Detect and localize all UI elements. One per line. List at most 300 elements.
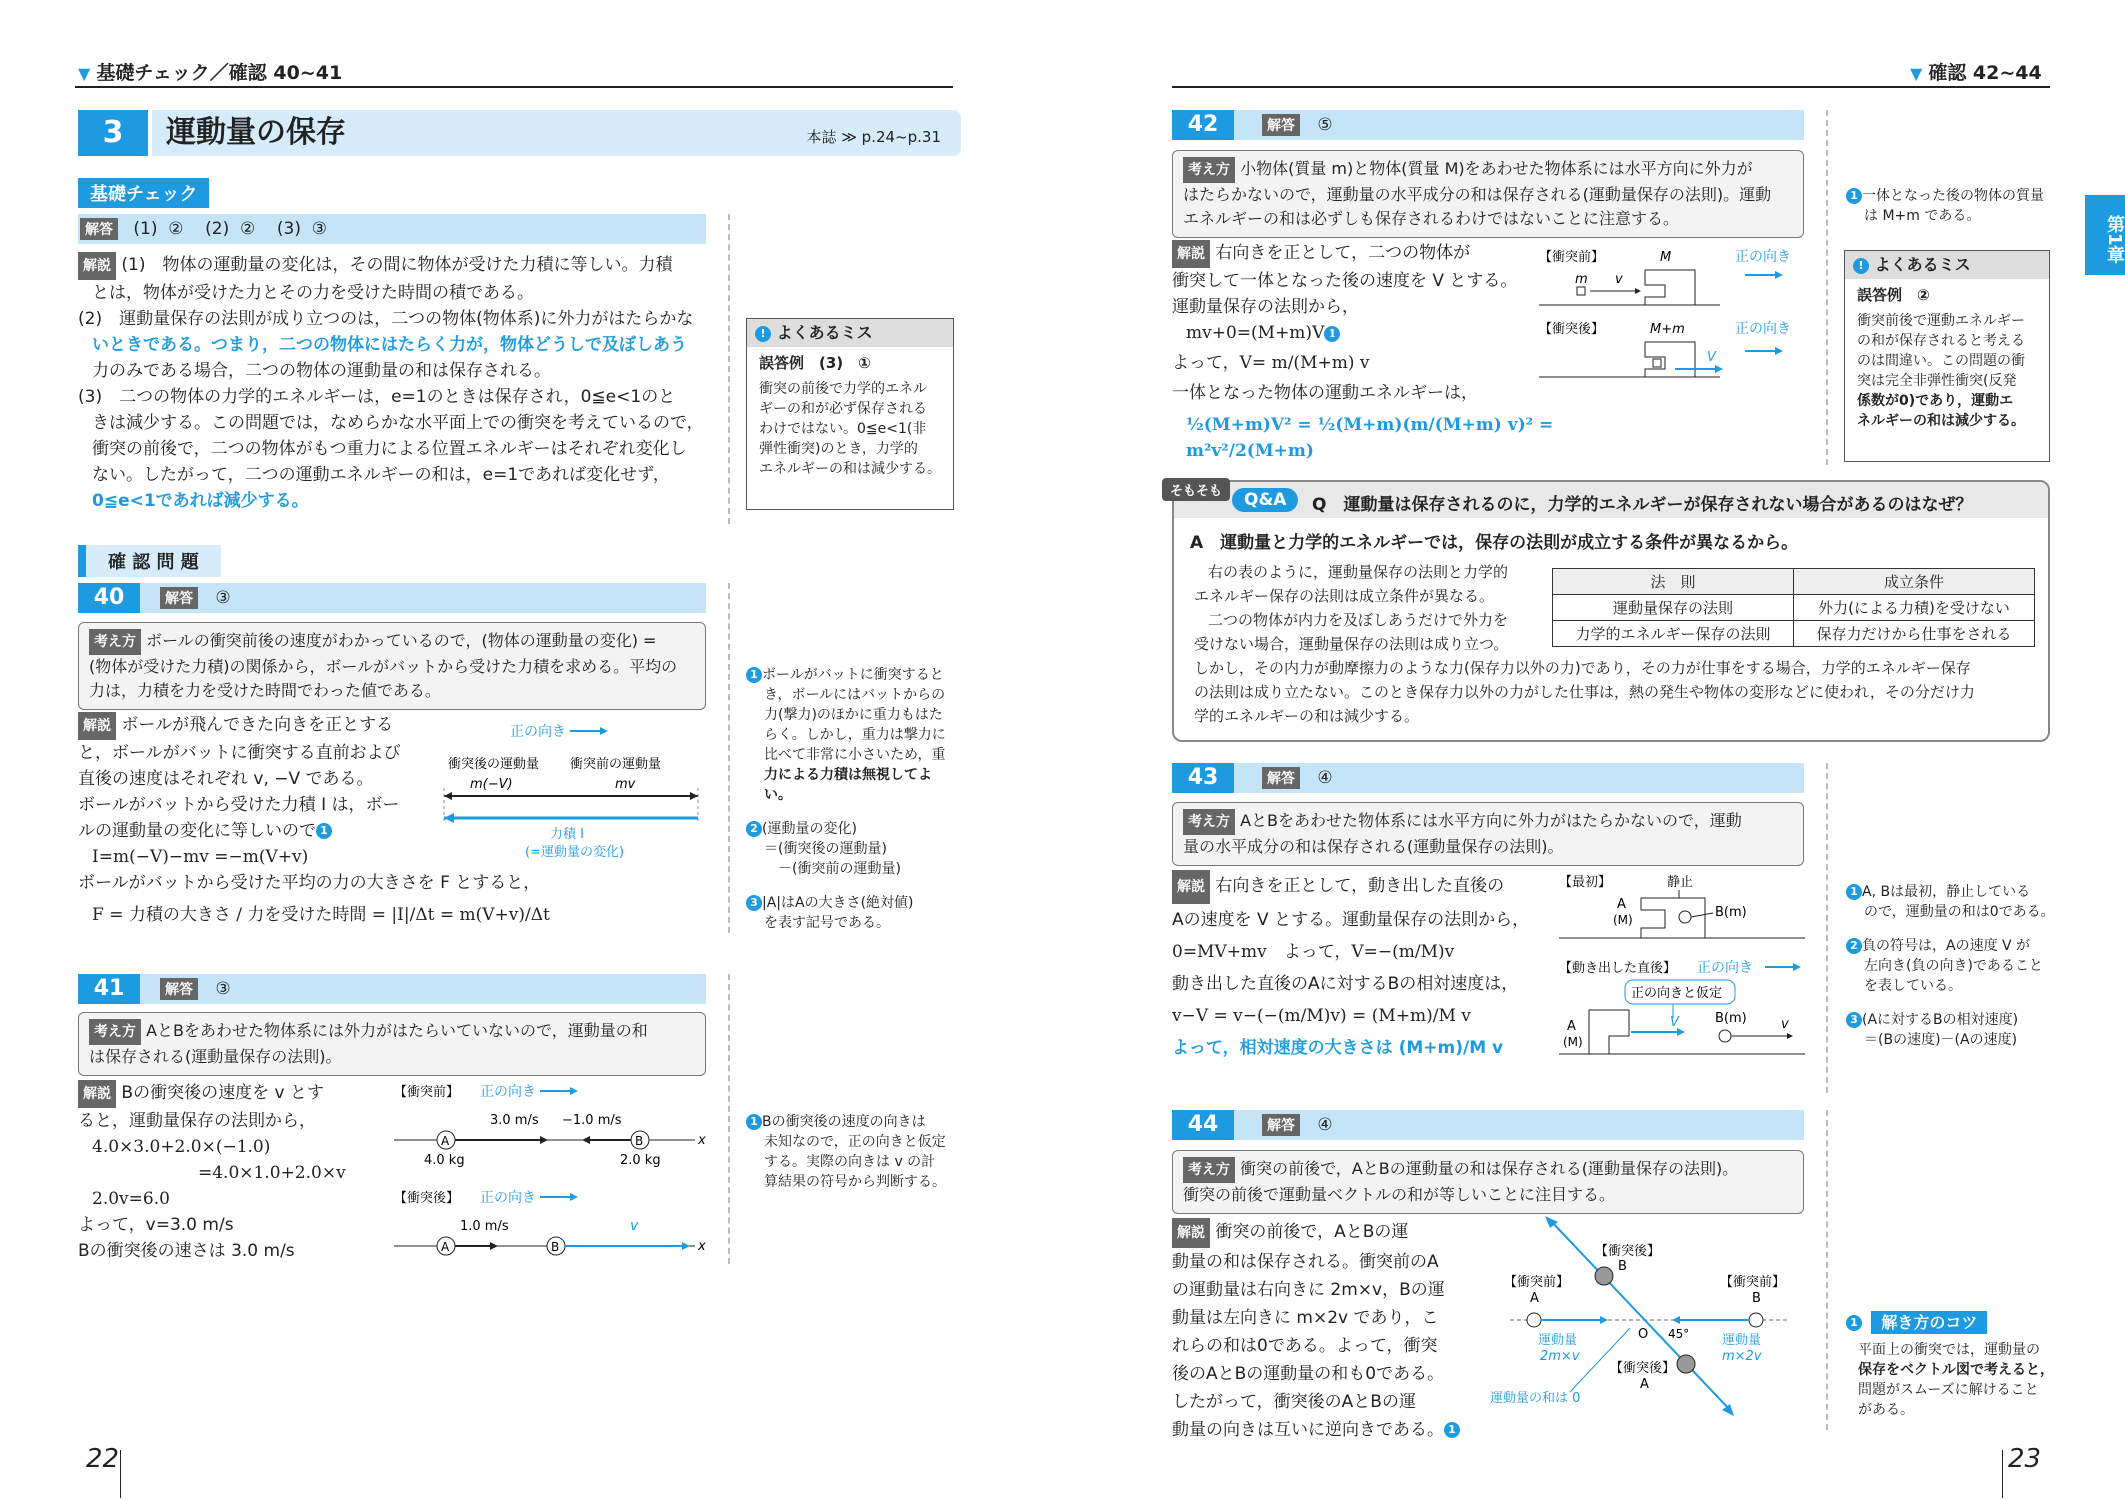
- q41-formula: 2.0v=6.0: [92, 1189, 170, 1209]
- note-marker-1: 1: [1444, 1422, 1460, 1438]
- triangle-icon: ▼: [1910, 64, 1923, 83]
- tip-text: [1858, 1340, 2058, 1420]
- tip-line: 保存をベクトル図で考えると，: [1858, 1362, 2054, 1378]
- table-cell: 外力(による力積)を受けない: [1794, 595, 2035, 621]
- ball-a-label: A: [441, 1240, 450, 1254]
- before-label: 【衝突前】: [1539, 250, 1605, 265]
- q40-approach: [78, 622, 706, 710]
- mistake-line: 弾性衝突)のとき，力学的: [759, 441, 918, 457]
- q42-formula: よって，V= m/(M+m) v: [1172, 353, 1370, 373]
- q41-line: よって，v=3.0 m/s: [78, 1215, 234, 1235]
- table-header: 法 則: [1553, 569, 1794, 595]
- kiso-line: きは減少する。この問題では，なめらかな水平面上での衝突を考えているので，: [92, 413, 704, 433]
- table-header: 成立条件: [1794, 569, 2035, 595]
- kaisetsu-tag: 解説: [78, 252, 116, 280]
- before-label: 【衝突前】: [394, 1085, 460, 1100]
- note-line: は M+m である。: [1864, 208, 1981, 224]
- note-line: ボールがバットに衝突すると: [762, 667, 944, 683]
- mistake-head: [1845, 251, 2049, 279]
- divider: [728, 974, 730, 1264]
- q43-approach: [1172, 802, 1804, 866]
- arrowhead: [444, 813, 454, 823]
- kiso-line: ない。したがって，二つの運動エネルギーの和は，e=1であれば変化せず，: [92, 465, 670, 485]
- assume-label: 正の向きと仮定: [1631, 986, 1723, 1001]
- divider: [1826, 1110, 1828, 1430]
- mistake-line: のは間違い。この問題の衝: [1857, 353, 2025, 369]
- q41-line: Bの衝突後の速度を v とす: [121, 1083, 324, 1103]
- start-label: 【最初】: [1559, 875, 1612, 890]
- approach-line: は保存される(運動量保存の法則)。: [89, 1047, 342, 1066]
- direction-label: 正の向き: [510, 724, 566, 740]
- mistake-text: [747, 379, 953, 479]
- page-number-left: 22: [86, 1444, 120, 1474]
- impulse-note: (=運動量の変化): [525, 845, 625, 860]
- before-label: 【衝突前】: [1504, 1275, 1570, 1290]
- qa-line: の法則は成り立たない。このとき保存力以外の力がした仕事は，熱の発生や物体の変形などに使われ，その分だけ力: [1194, 683, 1975, 701]
- block-a-mass: (M): [1613, 913, 1633, 927]
- note-line: らく。しかし，重力は撃力に: [764, 727, 946, 743]
- velocity-V: V: [1670, 1015, 1679, 1030]
- kangaekata-tag: 考え方: [1183, 809, 1235, 835]
- q40-line: ボールがバットから受けた平均の力の大きさを F とすると，: [78, 873, 541, 893]
- q41-collision-diagram: [390, 1080, 710, 1260]
- before-label: 衝突前の運動量: [570, 757, 662, 772]
- ball-a-label: A: [1640, 1377, 1649, 1392]
- mistake-line: エネルギーの和は減少する。: [759, 461, 941, 477]
- mass-M: M: [1660, 250, 1672, 265]
- arrowhead: [1635, 288, 1641, 294]
- impulse-label: 力積 I: [550, 827, 584, 842]
- q42-line: 一体となった物体の運動エネルギーは，: [1172, 383, 1478, 403]
- q43-diagram: [1555, 868, 1815, 1078]
- qa-line: エネルギー保存の法則は成立条件が異なる。: [1194, 587, 1495, 605]
- kiso-line: 衝突の前後で，二つの物体がもつ重力による位置エネルギーはそれぞれ変化し: [92, 439, 687, 459]
- q41-answer-value: ③: [215, 979, 231, 999]
- arrowhead: [1722, 1404, 1734, 1416]
- arrowhead: [1775, 271, 1783, 279]
- q43-formula: 0=MV+mv よって，V=−(m/M)v: [1172, 942, 1455, 962]
- note-line: ので，運動量の和は0である。: [1864, 904, 2055, 920]
- mistake-line: ギーの和が必ず保存される: [759, 401, 927, 417]
- q41-formula: =4.0×1.0+2.0×v: [198, 1163, 346, 1183]
- mistake-title: よくあるミス: [1874, 255, 1971, 274]
- ball-b-label: B: [635, 1134, 644, 1148]
- approach-line: 量の水平成分の和は保存される(運動量保存の法則)。: [1183, 837, 1564, 856]
- q42-line: 運動量保存の法則から，: [1172, 297, 1359, 317]
- arrowhead: [1775, 347, 1783, 355]
- arrowhead: [570, 1087, 578, 1095]
- q41-side-note: [746, 1112, 956, 1192]
- note-line: を表す記号である。: [764, 915, 890, 931]
- block-a: [1589, 1010, 1629, 1054]
- q43-side-notes: [1846, 882, 2056, 1050]
- momentum-b-value: m×2v: [1722, 1349, 1762, 1364]
- tip-label: [1846, 1310, 1987, 1333]
- after-label: 【衝突後】: [1539, 322, 1605, 337]
- approach-line: ボールの衝突前後の速度がわかっているので，(物体の運動量の変化) =: [146, 631, 657, 650]
- arrowhead: [570, 1193, 578, 1201]
- kangaekata-tag: 考え方: [89, 629, 141, 655]
- momentum-a-label: 運動量: [1538, 1333, 1578, 1348]
- direction-label: 正の向き: [1735, 249, 1791, 265]
- x-label: x: [698, 1133, 706, 1148]
- q43-answer: [1262, 767, 1333, 789]
- page-rule: [2002, 1450, 2003, 1498]
- section-ref: 本誌 ≫ p.24~p.31: [806, 128, 941, 146]
- arrowhead: [600, 727, 608, 735]
- table-cell: 力学的エネルギー保存の法則: [1553, 621, 1794, 647]
- q43-answer-value: ④: [1317, 768, 1333, 788]
- qa-line: 二つの物体が内力を及ぼしあうだけで外力を: [1208, 611, 1509, 629]
- kiso-answer: [80, 218, 327, 240]
- ball-b-label: B(m): [1715, 905, 1747, 920]
- direction-label: 正の向き: [1735, 321, 1791, 337]
- mistake-line: の和が保存されると考える: [1857, 333, 2025, 349]
- q42-formula: ½(M+m)V² = ½(M+m)(m/(M+m) v)² = m²v²/2(M+m): [1186, 415, 1554, 461]
- answer-tag: 解答: [1262, 767, 1300, 789]
- note-number-1: 1: [1846, 188, 1862, 204]
- q40-number: 40: [78, 583, 140, 613]
- ball-a-before: [1527, 1313, 1541, 1327]
- q41-approach: [78, 1012, 706, 1076]
- divider: [1826, 110, 1828, 465]
- q44-line: 動量の向きは互いに逆向きである。: [1172, 1420, 1444, 1440]
- answer-tag: 解答: [80, 218, 118, 240]
- right-page-header: [1910, 58, 2042, 85]
- note-line: 未知なので，正の向きと仮定: [764, 1134, 946, 1150]
- kangaekata-tag: 考え方: [89, 1019, 141, 1045]
- q44-line: したがって，衝突後のAとBの運: [1172, 1392, 1416, 1412]
- kiso-explanation: [78, 252, 718, 514]
- momentum-b-label: 運動量: [1722, 1333, 1762, 1348]
- answer-tag: 解答: [160, 978, 198, 1000]
- approach-line: AとBをあわせた物体系には外力がはたらいていないので，運動量の和: [146, 1021, 648, 1040]
- triangle-icon: ▼: [78, 64, 91, 83]
- arrowhead: [582, 1136, 590, 1144]
- ball-b: [1719, 1030, 1731, 1042]
- arrowhead: [682, 1242, 690, 1250]
- qa-line: 学的エネルギーの和は減少する。: [1194, 707, 1420, 725]
- tip-line: がある。: [1858, 1402, 1914, 1418]
- kiso-line: とは，物体が受けた力とその力を受けた時間の積である。: [92, 283, 534, 303]
- kiso-line: 力のみである場合，二つの物体の運動量の和は保存される。: [92, 361, 551, 381]
- q44-vector-diagram: [1490, 1210, 1810, 1430]
- note-number-1: 1: [1846, 884, 1862, 900]
- answer-tag: 解答: [160, 587, 198, 609]
- note-number-1: 1: [746, 667, 762, 683]
- mass-m: m: [1575, 272, 1588, 287]
- kakunin-label: 確 認 問 題: [78, 545, 221, 577]
- note-line: ＝(衝突後の運動量): [764, 841, 887, 857]
- kaisetsu-tag: 解説: [1172, 240, 1210, 268]
- exclamation-icon: !: [755, 326, 771, 342]
- q43-line: よって，相対速度の大きさは (M+m)/M v: [1172, 1038, 1504, 1058]
- block-M: [1645, 270, 1695, 305]
- q44-line: の運動量は右向きに 2m×v，Bの運: [1172, 1280, 1445, 1300]
- divider: [728, 214, 730, 524]
- kangaekata-tag: 考え方: [1183, 157, 1235, 183]
- q41-number: 41: [78, 974, 140, 1004]
- note-line: 左向き(負の向き)であること: [1864, 958, 2043, 974]
- q43-explanation: [1172, 870, 1562, 1064]
- q40-momentum-diagram: [440, 720, 710, 870]
- answer-tag: 解答: [1262, 114, 1300, 136]
- q44-line: 動量は左向きに m×2v であり，こ: [1172, 1308, 1439, 1328]
- approach-line: (物体が受けた力積)の関係から，ボールがバットから受けた力積を求める。平均の: [89, 657, 678, 676]
- q44-line: 衝突の前後で，AとBの運: [1215, 1222, 1409, 1242]
- block-a-label: A: [1567, 1019, 1576, 1034]
- note-line: 力による力積は無視してよい。: [764, 767, 932, 803]
- x-label: x: [698, 1239, 706, 1254]
- qa-body: [1194, 560, 1564, 656]
- note-line: A, Bは最初，静止している: [1862, 884, 2031, 900]
- q44-explanation: [1172, 1218, 1472, 1444]
- arrowhead: [1600, 1316, 1608, 1324]
- note-line: 負の符号は，Aの速度 V が: [1862, 938, 2031, 954]
- mass-b: 2.0 kg: [620, 1153, 661, 1168]
- after-label: 【衝突後】: [1610, 1361, 1676, 1376]
- kaisetsu-tag: 解説: [1172, 1218, 1210, 1248]
- q43-formula: v−V = v−(−(m/M)v) = (M+m)/M v: [1172, 1006, 1471, 1026]
- page-rule: [120, 1450, 121, 1498]
- note-line: 比べて非常に小さいため，重: [764, 747, 946, 763]
- q44-approach: [1172, 1150, 1804, 1214]
- q42-formula: mv+0=(M+m)V: [1186, 323, 1325, 343]
- ball-b-label: B: [551, 1240, 560, 1254]
- kaisetsu-tag: 解説: [1172, 870, 1210, 904]
- approach-line: AとBをあわせた物体系には水平方向に外力がはたらかないので，運動: [1240, 811, 1742, 830]
- note-line: (Aに対するBの相対速度): [1862, 1012, 2019, 1028]
- approach-line: 力は，力積を力を受けた時間でわった値である。: [89, 681, 441, 700]
- q43-line: 動き出した直後のAに対するBの相対速度は，: [1172, 974, 1519, 994]
- q44-line: 動量の和は保存される。衝突前のA: [1172, 1252, 1439, 1272]
- block-a-label: A: [1617, 897, 1626, 912]
- note-number-1: 1: [746, 1114, 762, 1130]
- tip-title: 解き方のコツ: [1871, 1311, 1987, 1334]
- ball-a-label: A: [441, 1134, 450, 1148]
- kiso-answer-values: (1) ② (2) ② (3) ③: [133, 219, 328, 239]
- q40-side-notes: [746, 665, 956, 933]
- qa-body-2: [1194, 656, 2044, 728]
- velocity-V: V: [1707, 350, 1716, 365]
- q44-line: れらの和は0である。よって，衝突: [1172, 1336, 1438, 1356]
- kiso-line: (3) 二つの物体の力学的エネルギーは，e=1のときは保存され，0≦e<1のと: [78, 387, 676, 407]
- sum-label: 運動量の和は 0: [1490, 1391, 1581, 1406]
- ball-a-label: A: [1530, 1291, 1539, 1306]
- direction-label: 正の向き: [480, 1084, 536, 1100]
- after-label: 【衝突後】: [1595, 1244, 1661, 1259]
- note-marker-1: 1: [316, 823, 332, 839]
- q41-answer: [160, 978, 231, 1000]
- right-header-rule: [1172, 86, 2050, 88]
- note-line: 一体となった後の物体の質量: [1862, 188, 2044, 204]
- velocity-b2: v: [630, 1218, 639, 1234]
- mistake-line: 衝突前後で運動エネルギー: [1857, 313, 2025, 329]
- arrowhead: [540, 1136, 548, 1144]
- after-label: 衝突後の運動量: [448, 757, 540, 772]
- q42-number: 42: [1172, 110, 1234, 140]
- note-line: (運動量の変化): [762, 821, 857, 837]
- arrowhead: [690, 792, 698, 800]
- common-mistake-box: [746, 318, 954, 510]
- velocity-a2: 1.0 m/s: [460, 1219, 509, 1234]
- q40-answer-value: ③: [215, 588, 231, 608]
- velocity-b: −1.0 m/s: [562, 1113, 622, 1128]
- q40-line: と，ボールがバットに衝突する直前および: [78, 743, 401, 763]
- section-title-text: 運動量の保存: [166, 115, 346, 150]
- rest-label: 静止: [1667, 875, 1694, 890]
- note-line: ＝(Bの速度)－(Aの速度): [1864, 1032, 2018, 1048]
- before-label: 【衝突前】: [1720, 1275, 1786, 1290]
- kiso-line: (1) 物体の運動量の変化は，その間に物体が受けた力積に等しい。力積: [121, 255, 673, 275]
- ball-b-before: [1749, 1313, 1763, 1327]
- mistake-line: ネルギーの和は減少する。: [1857, 413, 2025, 429]
- note-line: き，ボールにはバットからの: [764, 687, 946, 703]
- q40-formula: I=m(−V)−mv =−m(V+v): [92, 847, 309, 867]
- left-header-text: 基礎チェック／確認 40~41: [96, 62, 343, 84]
- moving-label: 【動き出した直後】: [1559, 961, 1677, 976]
- block-a: [1641, 898, 1705, 938]
- q41-line: ると，運動量保存の法則から，: [78, 1111, 316, 1131]
- note-line: －(衝突前の運動量): [764, 861, 901, 877]
- mistake-line: わけではない。0≦e<1(非: [759, 421, 927, 437]
- note-line: を表している。: [1864, 978, 1962, 994]
- right-header-text: 確認 42~44: [1928, 62, 2042, 84]
- arrowhead: [444, 792, 452, 800]
- note-line: |A|はAの大きさ(絶対値): [762, 895, 914, 911]
- q42-side-note: [1846, 186, 2056, 226]
- mistake-line: 係数が0)であり，運動エ: [1857, 393, 2014, 409]
- note-number-2: 2: [746, 821, 762, 837]
- velocity-v: v: [1615, 272, 1623, 287]
- note-line: する。実際の向きは v の計: [764, 1154, 936, 1170]
- ball-b-after: [1595, 1267, 1613, 1285]
- mistake-example: 誤答例 (3) ①: [759, 354, 871, 372]
- table-cell: 運動量保存の法則: [1553, 595, 1794, 621]
- q41-explanation: [78, 1080, 378, 1264]
- arrowhead: [490, 1242, 498, 1250]
- kaisetsu-tag: 解説: [78, 712, 116, 740]
- ball-b: [1679, 911, 1691, 923]
- qa-line: 右の表のように，運動量保存の法則と力学的: [1208, 563, 1509, 581]
- block-a-mass: (M): [1563, 1035, 1583, 1049]
- chapter-tab-text: 第1章: [2104, 214, 2125, 264]
- arrowhead: [1715, 365, 1723, 373]
- kaisetsu-tag: 解説: [78, 1080, 116, 1108]
- q41-formula: 4.0×3.0+2.0×(−1.0): [92, 1137, 271, 1157]
- note-line: 算結果の符号から判断する。: [764, 1174, 946, 1190]
- left-page-header: [78, 58, 342, 85]
- note-number-3: 3: [1846, 1012, 1862, 1028]
- q42-answer: [1262, 114, 1333, 136]
- angle-label: 45°: [1668, 1327, 1690, 1341]
- q40-answer: [160, 587, 231, 609]
- velocity-a: 3.0 m/s: [490, 1113, 539, 1128]
- approach-line: はたらかないので，運動量の水平成分の和は保存される(運動量保存の法則)。運動: [1183, 185, 1772, 204]
- ball-b-label: B: [1618, 1259, 1627, 1274]
- table-cell: 保存力だけから仕事をされる: [1794, 621, 2035, 647]
- mass-Mm: M+m: [1650, 322, 1685, 337]
- approach-line: 衝突の前後で運動量ベクトルの和が等しいことに注目する。: [1183, 1185, 1616, 1204]
- kiso-line: いときである。つまり，二つの物体にはたらく力が，物体どうしで及ぼしあう: [92, 335, 687, 355]
- kiso-check-label: 基礎チェック: [78, 178, 209, 208]
- qa-answer: A 運動量と力学的エネルギーでは，保存の法則が成立する条件が異なるから。: [1190, 533, 1799, 553]
- q40-line: ボールがバットから受けた力積 I は，ボー: [78, 795, 400, 815]
- q42-collision-diagram: [1535, 245, 1815, 405]
- mistake-example: 誤答例 ②: [1857, 286, 1930, 304]
- tip-line: 問題がスムーズに解けること: [1858, 1382, 2039, 1398]
- exclamation-icon: !: [1853, 258, 1869, 274]
- section-title: [152, 110, 961, 156]
- approach-line: エネルギーの和は必ずしも保存されるわけではないことに注意する。: [1183, 209, 1680, 228]
- q41-line: Bの衝突後の速さは 3.0 m/s: [78, 1241, 295, 1261]
- q44-number: 44: [1172, 1110, 1234, 1140]
- q40-line: 直後の速度はそれぞれ v, −V である。: [78, 769, 374, 789]
- note-marker-1: 1: [1324, 326, 1340, 342]
- after-label: 【衝突後】: [394, 1191, 460, 1206]
- chapter-tab: [2085, 195, 2125, 275]
- qa-line: 受けない場合，運動量保存の法則は成り立つ。: [1194, 635, 1509, 653]
- note-number-2: 2: [1846, 938, 1862, 954]
- approach-line: 小物体(質量 m)と物体(質量 M)をあわせた物体系には水平方向に外力が: [1240, 159, 1753, 178]
- q42-approach: [1172, 150, 1804, 238]
- qa-line: しかし，その内力が動摩擦力のような力(保存力以外の力)であり，その力が仕事をする場合，力学的エネルギー保存: [1194, 659, 1971, 677]
- mistake-line: 衝突の前後で力学的エネル: [759, 381, 927, 397]
- mistake-title: よくあるミス: [776, 323, 873, 342]
- left-header-rule: [75, 86, 953, 88]
- q44-answer-value: ④: [1317, 1115, 1333, 1135]
- q40-line: ボールが飛んできた向きを正とする: [121, 715, 394, 735]
- qa-table: [1552, 568, 2035, 647]
- kiso-line: (2) 運動量保存の法則が成り立つのは，二つの物体(物体系)に外力がはたらかな: [78, 309, 694, 329]
- q42-line: 衝突して一体となった後の速度を V とする。: [1172, 271, 1518, 291]
- arrowhead: [1793, 963, 1801, 971]
- ball-b-label: B(m): [1715, 1011, 1747, 1026]
- q44-line: 後のAとBの運動量の和も0である。: [1172, 1364, 1445, 1384]
- section-number: 3: [78, 110, 148, 156]
- divider: [728, 583, 730, 933]
- approach-line: 衝突の前後で，AとBの運動量の和は保存される(運動量保存の法則)。: [1240, 1159, 1739, 1178]
- before-value: mv: [615, 777, 636, 792]
- q43-number: 43: [1172, 763, 1234, 793]
- momentum-a-value: 2m×v: [1540, 1349, 1580, 1364]
- after-value: m(−V): [470, 777, 513, 792]
- mistake-text: [1845, 311, 2049, 431]
- kiso-line: 0≦e<1であれば減少する。: [92, 491, 309, 511]
- ball-a-after: [1677, 1355, 1695, 1373]
- arrowhead: [1787, 1033, 1793, 1039]
- q43-line: 右向きを正として，動き出した直後の: [1215, 876, 1505, 896]
- page-number-right: 23: [2008, 1444, 2042, 1474]
- answer-tag: 解答: [1262, 1114, 1300, 1136]
- direction-label: 正の向き: [1697, 960, 1753, 976]
- direction-label: 正の向き: [480, 1190, 536, 1206]
- q42-answer-value: ⑤: [1317, 115, 1333, 135]
- note-number-3: 3: [746, 895, 762, 911]
- arrowhead: [1672, 1316, 1680, 1324]
- kangaekata-tag: 考え方: [1183, 1157, 1235, 1183]
- mistake-line: 突は完全非弾性衝突(反発: [1857, 373, 2017, 389]
- qa-question: Q 運動量は保存されるのに，力学的エネルギーが保存されない場合があるのはなぜ？: [1312, 495, 1973, 515]
- tip-line: 平面上の衝突では，運動量の: [1858, 1342, 2040, 1358]
- origin-label: O: [1638, 1327, 1649, 1342]
- note-number-1: 1: [1846, 1315, 1862, 1331]
- q44-answer: [1262, 1114, 1333, 1136]
- mistake-head: [747, 319, 953, 347]
- mass-a: 4.0 kg: [424, 1153, 465, 1168]
- note-line: 力(撃力)のほかに重力もはた: [764, 707, 943, 723]
- note-line: Bの衝突後の速度の向きは: [762, 1114, 926, 1130]
